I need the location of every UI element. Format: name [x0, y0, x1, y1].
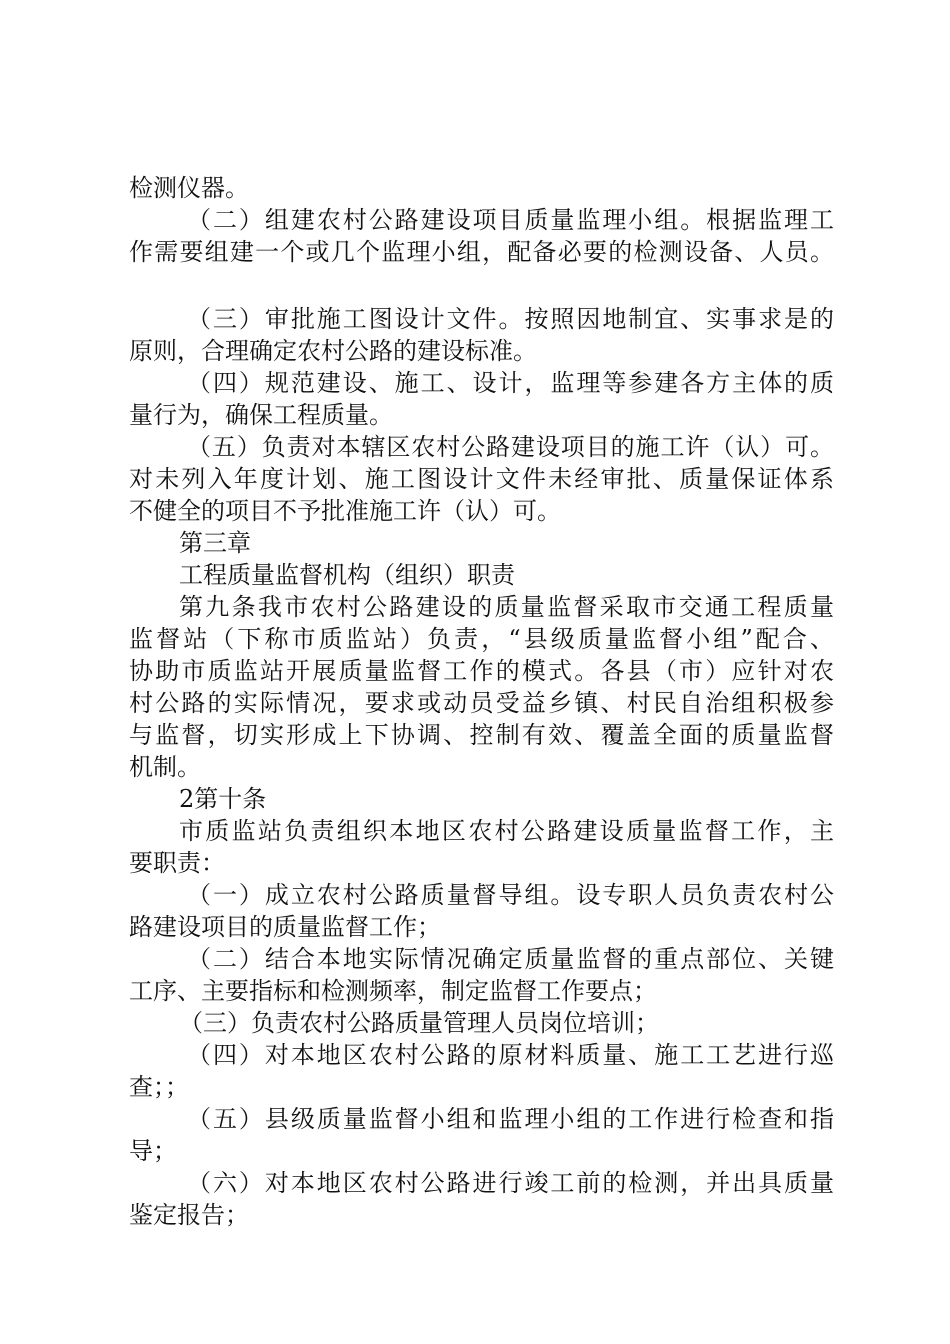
paragraph-gap — [129, 268, 834, 303]
text-line: 不健全的项目不予批准施工许（认）可。 — [129, 497, 561, 525]
text-line: 查；； — [129, 1073, 189, 1101]
text-line: 监督站（下称市质监站）负责，“县级质量监督小组”配合、 — [129, 625, 834, 653]
text-line: （一）成立农村公路质量督导组。设专职人员负责农村公 — [187, 881, 834, 909]
text-line: （五）负责对本辖区农村公路建设项目的施工许（认）可。 — [187, 433, 834, 461]
article-heading: 2第十条 — [179, 785, 267, 813]
text-line: 村公路的实际情况，要求或动员受益乡镇、村民自治组积极参 — [129, 689, 834, 717]
text-line: 要职责： — [129, 849, 225, 877]
text-line: 原则，合理确定农村公路的建设标准。 — [129, 337, 537, 365]
text-line: （三）审批施工图设计文件。按照因地制宜、实事求是的 — [187, 305, 834, 333]
text-line: 工序、主要指标和检测频率，制定监督工作要点； — [129, 977, 657, 1005]
document-body — [129, 172, 834, 1231]
text-line: （五）县级质量监督小组和监理小组的工作进行检查和指 — [187, 1105, 834, 1133]
text-line: （四）对本地区农村公路的原材料质量、施工工艺进行巡 — [187, 1041, 834, 1069]
text-line: 路建设项目的质量监督工作； — [129, 913, 441, 941]
text-line: 对未列入年度计划、施工图设计文件未经审批、质量保证体系 — [129, 465, 834, 493]
text-line: （六）对本地区农村公路进行竣工前的检测，并出具质量 — [187, 1169, 834, 1197]
text-line: （四）规范建设、施工、设计，监理等参建各方主体的质 — [187, 369, 834, 397]
text-line: 鉴定报告； — [129, 1201, 249, 1229]
text-line: 协助市质监站开展质量监督工作的模式。各县（市）应针对农 — [129, 657, 834, 685]
text-line: （二）组建农村公路建设项目质量监理小组。根据监理工 — [187, 206, 834, 234]
chapter-heading: 第三章 — [179, 529, 251, 557]
text-line: 机制。 — [129, 753, 201, 781]
text-line: 与监督，切实形成上下协调、控制有效、覆盖全面的质量监督 — [129, 721, 834, 749]
text-line: 检测仪器。 — [129, 174, 249, 202]
text-line: 量行为，确保工程质量。 — [129, 401, 393, 429]
text-line: 市质监站负责组织本地区农村公路建设质量监督工作，主 — [179, 817, 834, 845]
text-line: 作需要组建一个或几个监理小组，配备必要的检测设备、人员。 — [129, 238, 834, 266]
text-line: （二）结合本地实际情况确定质量监督的重点部位、关键 — [187, 945, 834, 973]
text-line: 导； — [129, 1137, 177, 1165]
section-heading: 工程质量监督机构（组织）职责 — [179, 561, 515, 589]
text-line: 第九条我市农村公路建设的质量监督采取市交通工程质量 — [179, 593, 834, 621]
text-line: （三）负责农村公路质量管理人员岗位培训； — [179, 1009, 659, 1037]
